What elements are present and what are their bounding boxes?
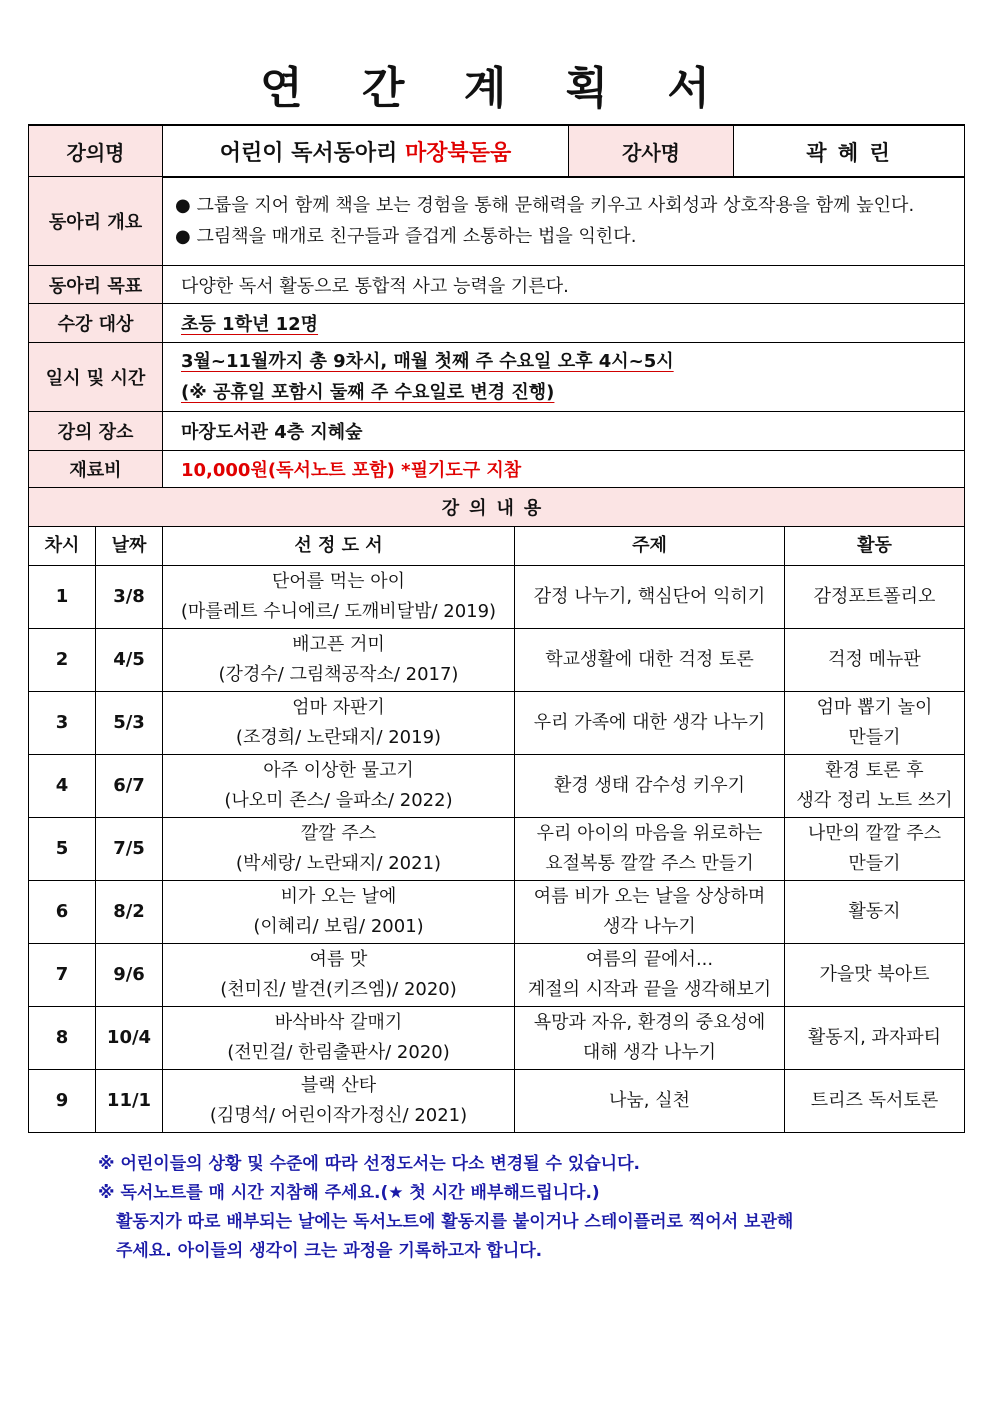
course-header-table xyxy=(28,124,965,178)
session-topic-line: 학교생활에 대한 걱정 토론 xyxy=(545,649,754,670)
session-number-line: 1 xyxy=(55,586,69,607)
session-date-line: 4/5 xyxy=(113,649,145,670)
session-topic-line: 계절의 시작과 끝을 생각해보기 xyxy=(527,979,772,1000)
col-header-date: 날짜 xyxy=(96,527,163,566)
session-date xyxy=(96,692,163,755)
session-book-line: 깔깔 주스 xyxy=(300,823,377,844)
place-label: 강의 장소 xyxy=(29,412,163,451)
session-activity xyxy=(785,629,965,692)
session-book-line: (전민걸/ 한림출판사/ 2020) xyxy=(227,1042,450,1063)
session-book-line: 배고픈 거미 xyxy=(292,634,385,655)
session-book-line: 아주 이상한 물고기 xyxy=(263,760,414,781)
schedule-label: 일시 및 시간 xyxy=(29,343,163,412)
session-activity-line: 활동지 xyxy=(848,901,901,922)
session-number xyxy=(29,566,96,629)
session-activity xyxy=(785,881,965,944)
session-book-line: (김명석/ 어린이작가정신/ 2021) xyxy=(209,1105,468,1126)
session-book xyxy=(163,944,515,1007)
session-number xyxy=(29,881,96,944)
session-number xyxy=(29,692,96,755)
fee-text: 10,000원(독서노트 포함) *필기도구 지참 xyxy=(163,451,965,488)
session-book-line: 엄마 자판기 xyxy=(292,697,385,718)
session-number-line: 2 xyxy=(55,649,69,670)
table-row xyxy=(29,881,965,944)
fee-label: 재료비 xyxy=(29,451,163,488)
session-number-line: 3 xyxy=(55,712,69,733)
session-activity-line: 감정포트폴리오 xyxy=(813,586,936,607)
schedule-line2: (※ 공휴일 포함시 둘째 주 수요일로 변경 진행) xyxy=(181,382,555,403)
course-name xyxy=(163,125,569,178)
session-book-line: (강경수/ 그림책공작소/ 2017) xyxy=(218,664,459,685)
session-topic xyxy=(515,881,785,944)
session-topic xyxy=(515,1007,785,1070)
note-4: 주세요. 아이들의 생각이 크는 과정을 기록하고자 합니다. xyxy=(116,1241,543,1261)
session-date-line: 9/6 xyxy=(113,964,145,985)
session-topic-line: 우리 가족에 대한 생각 나누기 xyxy=(533,712,766,733)
col-header-topic: 주제 xyxy=(515,527,785,566)
plan-table xyxy=(28,176,965,1133)
session-activity xyxy=(785,818,965,881)
session-number-line: 4 xyxy=(55,775,69,796)
session-date-line: 10/4 xyxy=(106,1027,152,1048)
session-number-line: 6 xyxy=(55,901,69,922)
session-activity-line: 나만의 깔깔 주스 xyxy=(807,823,942,844)
table-row xyxy=(29,566,965,629)
session-number-line: 8 xyxy=(55,1027,69,1048)
session-book xyxy=(163,566,515,629)
session-activity-line: 만들기 xyxy=(848,727,901,748)
session-topic-line: 대해 생각 나누기 xyxy=(582,1042,717,1063)
session-number xyxy=(29,1070,96,1133)
table-row xyxy=(29,944,965,1007)
goal-label: 동아리 목표 xyxy=(29,266,163,304)
session-activity-line: 엄마 뽑기 놀이 xyxy=(816,697,933,718)
target-cell xyxy=(163,304,965,343)
session-book xyxy=(163,692,515,755)
table-row xyxy=(29,818,965,881)
session-date xyxy=(96,755,163,818)
session-activity xyxy=(785,944,965,1007)
session-topic xyxy=(515,818,785,881)
session-activity-line: 생각 정리 노트 쓰기 xyxy=(796,790,953,811)
session-activity-line: 트리즈 독서토론 xyxy=(810,1090,939,1111)
session-book-line: 바삭바삭 갈매기 xyxy=(274,1012,403,1033)
overview-label: 동아리 개요 xyxy=(29,177,163,266)
session-date-line: 6/7 xyxy=(113,775,145,796)
col-header-session: 차시 xyxy=(29,527,96,566)
overview-item: ● 그룹을 지어 함께 책을 보는 경험을 통해 문해력을 키우고 사회성과 상호작용을 함께 높인다. xyxy=(175,195,915,216)
col-header-activity: 활동 xyxy=(785,527,965,566)
target-text: 초등 1학년 12명 xyxy=(181,314,319,335)
session-book-line: (박세랑/ 노란돼지/ 2021) xyxy=(235,853,442,874)
session-topic-line: 생각 나누기 xyxy=(603,916,696,937)
session-activity xyxy=(785,755,965,818)
overview-item: ● 그림책을 매개로 친구들과 즐겁게 소통하는 법을 익힌다. xyxy=(175,226,637,247)
session-book-line: 단어를 먹는 아이 xyxy=(271,571,406,592)
session-number xyxy=(29,944,96,1007)
session-activity xyxy=(785,1070,965,1133)
course-label: 강의명 xyxy=(29,125,163,178)
notes xyxy=(98,1150,918,1266)
target-label: 수강 대상 xyxy=(29,304,163,343)
session-topic xyxy=(515,629,785,692)
session-topic xyxy=(515,692,785,755)
session-date-line: 3/8 xyxy=(113,586,145,607)
session-book-line: 비가 오는 날에 xyxy=(280,886,397,907)
session-date-line: 11/1 xyxy=(106,1090,152,1111)
table-row xyxy=(29,1070,965,1133)
session-date xyxy=(96,566,163,629)
session-activity xyxy=(785,566,965,629)
content-header: 강의내용 xyxy=(29,488,965,527)
session-date xyxy=(96,629,163,692)
session-activity xyxy=(785,1007,965,1070)
session-topic-line: 여름 비가 오는 날을 상상하며 xyxy=(533,886,766,907)
session-date xyxy=(96,1070,163,1133)
table-row xyxy=(29,755,965,818)
schedule-rows xyxy=(29,566,965,1133)
place-text: 마장도서관 4층 지혜숲 xyxy=(163,412,965,451)
session-book-line: (천미진/ 발견(키즈엠)/ 2020) xyxy=(220,979,457,1000)
note-2: ※ 독서노트를 매 시간 지참해 주세요.(★ 첫 시간 배부해드립니다.) xyxy=(98,1183,600,1203)
session-activity-line: 가을맛 북아트 xyxy=(819,964,930,985)
schedule-cell xyxy=(163,343,965,412)
session-topic-line: 여름의 끝에서... xyxy=(585,949,714,970)
session-date xyxy=(96,881,163,944)
session-date-line: 8/2 xyxy=(113,901,145,922)
session-book-line: 여름 맛 xyxy=(309,949,368,970)
session-number xyxy=(29,818,96,881)
session-book xyxy=(163,881,515,944)
instructor-label: 강사명 xyxy=(569,125,734,178)
session-date xyxy=(96,1007,163,1070)
session-book-line: (조경희/ 노란돼지/ 2019) xyxy=(235,727,442,748)
table-row xyxy=(29,1007,965,1070)
overview-content xyxy=(163,177,965,266)
session-book-line: (마를레트 수니에르/ 도깨비달밤/ 2019) xyxy=(180,601,497,622)
instructor-name: 곽 혜 린 xyxy=(734,125,965,178)
session-activity-line: 활동지, 과자파티 xyxy=(807,1027,942,1048)
session-book xyxy=(163,1007,515,1070)
session-book xyxy=(163,755,515,818)
session-book xyxy=(163,1070,515,1133)
session-number-line: 9 xyxy=(55,1090,69,1111)
session-activity-line: 환경 토론 후 xyxy=(825,760,924,781)
session-number-line: 7 xyxy=(55,964,69,985)
session-number xyxy=(29,1007,96,1070)
session-topic xyxy=(515,944,785,1007)
session-activity-line: 만들기 xyxy=(848,853,901,874)
session-book-line: (이혜리/ 보림/ 2001) xyxy=(253,916,424,937)
session-activity-line: 걱정 메뉴판 xyxy=(828,649,921,670)
col-header-book: 선 정 도 서 xyxy=(163,527,515,566)
session-number xyxy=(29,629,96,692)
session-topic xyxy=(515,1070,785,1133)
session-topic-line: 감정 나누기, 핵심단어 익히기 xyxy=(533,586,766,607)
note-3: 활동지가 따로 배부되는 날에는 독서노트에 활동지를 붙이거나 스테이플러로 찍어서 보관해 xyxy=(116,1212,794,1232)
session-book-line: 블랙 산타 xyxy=(300,1075,377,1096)
page-title: 연 간 계 획 서 xyxy=(260,63,732,114)
course-name-prefix: 어린이 독서동아리 xyxy=(219,141,406,166)
schedule-line1: 3월~11월까지 총 9차시, 매월 첫째 주 수요일 오후 4시~5시 xyxy=(181,351,674,372)
session-topic-line: 욕망과 자유, 환경의 중요성에 xyxy=(533,1012,766,1033)
session-topic-line: 나눔, 실천 xyxy=(609,1090,690,1111)
table-row xyxy=(29,692,965,755)
session-date-line: 5/3 xyxy=(113,712,145,733)
goal-text: 다양한 독서 활동으로 통합적 사고 능력을 기른다. xyxy=(163,266,965,304)
session-topic-line: 환경 생태 감수성 키우기 xyxy=(553,775,746,796)
session-book xyxy=(163,818,515,881)
session-date xyxy=(96,818,163,881)
session-number-line: 5 xyxy=(55,838,69,859)
session-activity xyxy=(785,692,965,755)
session-topic-line: 우리 아이의 마음을 위로하는 xyxy=(536,823,763,844)
session-number xyxy=(29,755,96,818)
note-1: ※ 어린이들의 상황 및 수준에 따라 선정도서는 다소 변경될 수 있습니다. xyxy=(98,1154,640,1174)
session-topic xyxy=(515,566,785,629)
session-topic xyxy=(515,755,785,818)
table-row xyxy=(29,629,965,692)
session-book-line: (나오미 존스/ 을파소/ 2022) xyxy=(224,790,453,811)
session-date xyxy=(96,944,163,1007)
session-topic-line: 요절복통 깔깔 주스 만들기 xyxy=(545,853,754,874)
session-date-line: 7/5 xyxy=(113,838,145,859)
session-book xyxy=(163,629,515,692)
course-name-highlight: 마장북돋움 xyxy=(405,141,512,166)
